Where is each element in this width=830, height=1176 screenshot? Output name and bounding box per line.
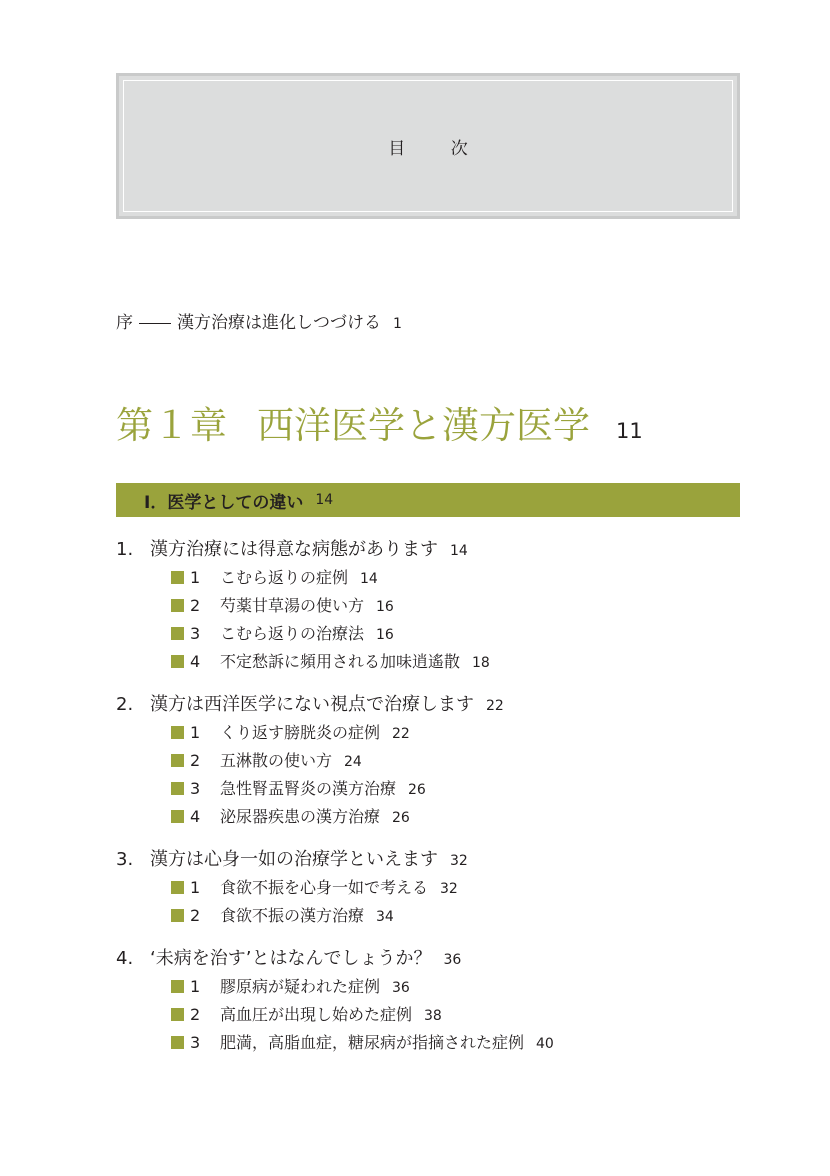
- square-bullet-icon: [171, 599, 184, 612]
- toc-list: [116, 536, 766, 1057]
- toc-subitem-page: 22: [392, 726, 410, 742]
- toc-item-number: 3.: [116, 849, 134, 870]
- toc-subitem-page: 26: [392, 810, 410, 826]
- square-bullet-icon: [171, 810, 184, 823]
- toc-subitem-number: 1: [190, 568, 201, 587]
- toc-subitem-title: 食欲不振を心身一如で考える: [220, 878, 429, 897]
- toc-subitem-number: 2: [190, 596, 201, 615]
- toc-item-title: ‘未病を治す’とはなんでしょうか？: [150, 948, 432, 969]
- toc-subitem-page: 34: [376, 909, 394, 925]
- toc-subitem-page: 18: [472, 655, 490, 671]
- toc-subitem[interactable]: [116, 564, 766, 592]
- toc-subitem-number: 3: [190, 1033, 201, 1052]
- square-bullet-icon: [171, 655, 184, 668]
- toc-subitem-number: 4: [190, 807, 201, 826]
- square-bullet-icon: [171, 726, 184, 739]
- toc-subitem-page: 36: [392, 980, 410, 996]
- square-bullet-icon: [171, 980, 184, 993]
- square-bullet-icon: [171, 627, 184, 640]
- toc-subitem[interactable]: [116, 775, 766, 803]
- toc-subitem-number: 3: [190, 624, 201, 643]
- toc-gap: [116, 930, 766, 945]
- toc-subitem-title: 食欲不振の漢方治療: [220, 906, 365, 925]
- toc-subitem-number: 1: [190, 723, 201, 742]
- toc-subitem-page: 14: [360, 571, 378, 587]
- preface-title: 漢方治療は進化しつづける: [177, 313, 381, 333]
- chapter-page: 11: [616, 419, 643, 443]
- toc-subitem[interactable]: [116, 592, 766, 620]
- toc-subitem-title: 高血圧が出現し始めた症例: [220, 1005, 413, 1024]
- toc-item[interactable]: [116, 691, 766, 719]
- toc-subitem-number: 2: [190, 1005, 201, 1024]
- toc-subitem-page: 24: [344, 754, 362, 770]
- toc-item-page: 36: [443, 952, 462, 968]
- page-title: 目 次: [388, 138, 488, 159]
- toc-gap: [116, 676, 766, 691]
- toc-item-title: 漢方は西洋医学にない視点で治療します: [150, 694, 474, 715]
- chapter-title: 西洋医学と漢方医学: [257, 404, 590, 447]
- toc-subitem[interactable]: [116, 1029, 766, 1057]
- title-box-inner: [123, 80, 733, 212]
- preface-page: 1: [393, 316, 402, 332]
- toc-subitem-number: 2: [190, 751, 201, 770]
- toc-gap: [116, 831, 766, 846]
- preface-dash: [139, 323, 171, 324]
- toc-item[interactable]: [116, 536, 766, 564]
- section-title: I．医学としての違い: [144, 492, 304, 513]
- toc-subitem-number: 2: [190, 906, 201, 925]
- square-bullet-icon: [171, 1008, 184, 1021]
- toc-item-number: 2.: [116, 694, 134, 715]
- toc-subitem-number: 4: [190, 652, 201, 671]
- preface-label: 序: [116, 313, 133, 333]
- title-box: [116, 73, 740, 219]
- toc-subitem-number: 1: [190, 977, 201, 996]
- toc-subitem-number: 3: [190, 779, 201, 798]
- toc-item-page: 22: [486, 698, 504, 714]
- chapter-heading[interactable]: [116, 398, 643, 461]
- toc-subitem-page: 32: [440, 881, 458, 897]
- toc-subitem-title: こむら返りの症例: [220, 568, 349, 587]
- section-bar[interactable]: [116, 483, 740, 517]
- toc-item[interactable]: [116, 945, 766, 973]
- toc-subitem-title: こむら返りの治療法: [220, 624, 365, 643]
- toc-subitem-page: 38: [424, 1008, 442, 1024]
- toc-subitem[interactable]: [116, 803, 766, 831]
- square-bullet-icon: [171, 754, 184, 767]
- toc-subitem-page: 16: [376, 599, 394, 615]
- square-bullet-icon: [171, 909, 184, 922]
- toc-subitem-title: 不定愁訴に頻用される加味逍遙散: [220, 652, 461, 671]
- toc-item-title: 漢方は心身一如の治療学といえます: [150, 849, 438, 870]
- toc-subitem[interactable]: [116, 648, 766, 676]
- toc-item[interactable]: [116, 846, 766, 874]
- toc-subitem-title: 芍薬甘草湯の使い方: [220, 596, 365, 615]
- toc-subitem[interactable]: [116, 747, 766, 775]
- toc-subitem[interactable]: [116, 1001, 766, 1029]
- chapter-label: 第１章: [116, 404, 227, 447]
- square-bullet-icon: [171, 782, 184, 795]
- toc-subitem[interactable]: [116, 620, 766, 648]
- section-page: 14: [315, 492, 334, 508]
- toc-subitem[interactable]: [116, 874, 766, 902]
- toc-item-page: 32: [450, 853, 468, 869]
- toc-subitem-title: くり返す膀胱炎の症例: [220, 723, 381, 742]
- square-bullet-icon: [171, 1036, 184, 1049]
- toc-item-number: 4.: [116, 948, 134, 969]
- toc-item-page: 14: [450, 543, 468, 559]
- preface-entry[interactable]: [116, 308, 402, 333]
- toc-item-number: 1.: [116, 539, 134, 560]
- toc-subitem-title: 膠原病が疑われた症例: [220, 977, 381, 996]
- square-bullet-icon: [171, 571, 184, 584]
- square-bullet-icon: [171, 881, 184, 894]
- toc-subitem[interactable]: [116, 719, 766, 747]
- toc-subitem-title: 五淋散の使い方: [220, 751, 333, 770]
- toc-subitem[interactable]: [116, 973, 766, 1001]
- toc-item-title: 漢方治療には得意な病態があります: [150, 539, 438, 560]
- toc-subitem-title: 急性腎盂腎炎の漢方治療: [220, 779, 397, 798]
- toc-subitem-number: 1: [190, 878, 201, 897]
- toc-subitem-title: 肥満，高脂血症，糖尿病が指摘された症例: [220, 1033, 525, 1052]
- toc-subitem-page: 26: [408, 782, 426, 798]
- toc-subitem[interactable]: [116, 902, 766, 930]
- toc-subitem-page: 40: [536, 1036, 554, 1052]
- toc-subitem-title: 泌尿器疾患の漢方治療: [220, 807, 381, 826]
- toc-subitem-page: 16: [376, 627, 394, 643]
